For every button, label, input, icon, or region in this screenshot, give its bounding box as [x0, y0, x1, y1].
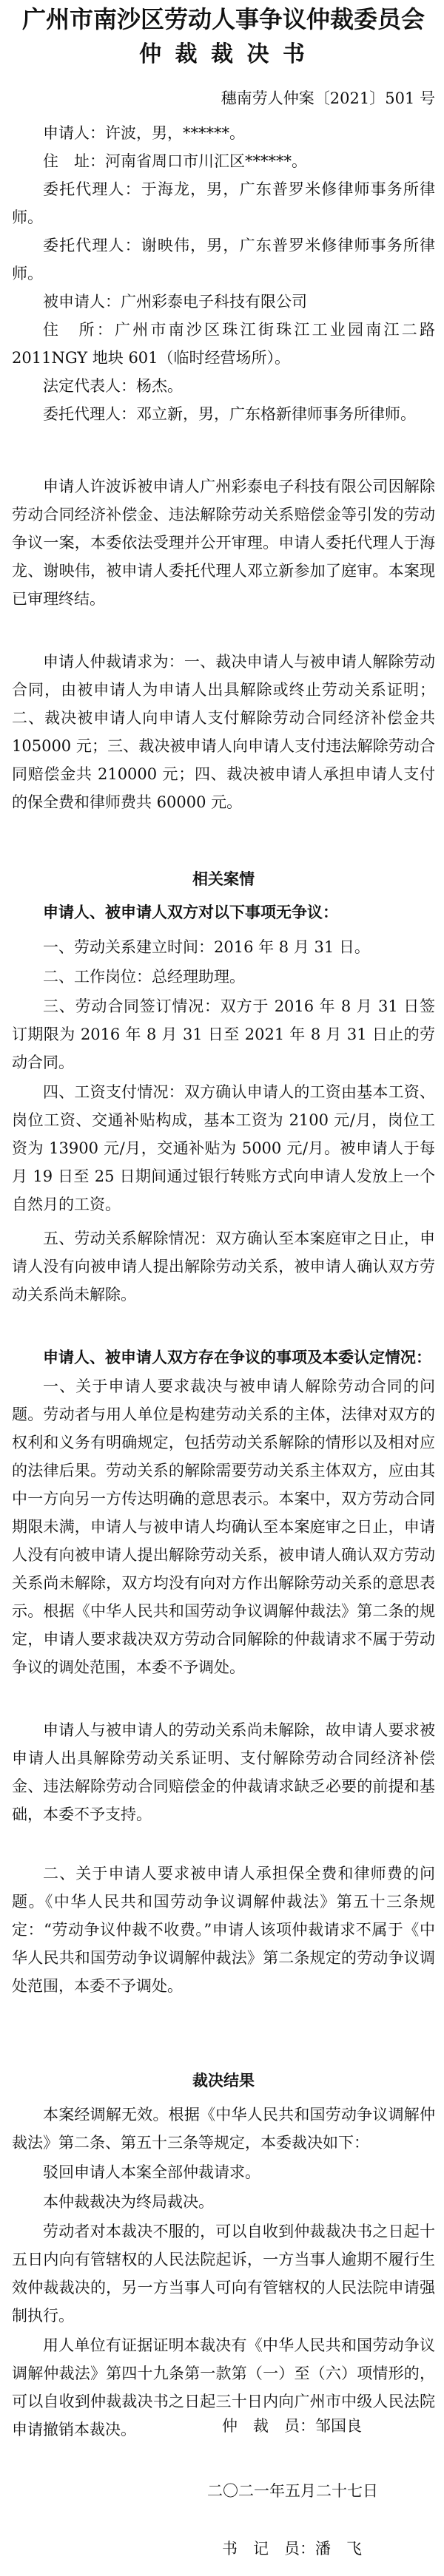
ruling-paragraph: 本仲裁裁决为终局裁决。 [43, 2193, 214, 2211]
disputed-heading: 申请人、被申请人双方存在争议的事项及本委认定情况： [43, 1348, 431, 1366]
disputed-paragraph: 申请人与被申请人的劳动关系尚未解除，故申请人要求被申请人出具解除劳动关系证明、支付解除劳动合同经济补偿金、违法解除劳动合同赔偿金的仲裁请求缺乏必要的前提和基础，本委不予支持。 [12, 1721, 435, 1823]
party-applicant: 申请人：许波，男，******。 [43, 124, 245, 142]
facts-heading: 相关案情 [192, 870, 255, 888]
party-respondent-agent: 委托代理人：邓立新，男，广东格新律师事务所律师。 [43, 405, 416, 423]
document-title: 仲 裁 裁 决 书 [139, 41, 308, 67]
disputed-paragraph: 二、关于申请人要求被申请人承担保全费和律师费的问题。《中华人民共和国劳动争议调解仲裁法》第五十三条规定：“劳动争议仲裁不收费。”申请人该项仲裁请求不属于《中华人民共和国劳动争议调解仲裁法》第二条规定的劳动争议调处范围，本委不予调处。 [12, 1865, 435, 1995]
party-respondent: 被申请人：广州彩泰电子科技有限公司 [43, 293, 307, 311]
party-respondent-address: 住 所：广州市南沙区珠江街珠江工业园南江二路 2011NGY 地块 601（临时经营场所）。 [12, 321, 435, 367]
disputed-paragraph: 一、关于申请人要求裁决与被申请人解除劳动合同的问题。劳动者与用人单位是构建劳动关系的主体，法律对双方的权利和义务有明确规定，包括劳动关系解除的情形以及相对应的法律后果。劳动关系的解除需要劳动关系主体双方，应由其中一方向另一方传达明确的意思表示。本案中，双方劳动合同期限未满，申请人与被申请人均确认至本案庭审之日止，申请人没有向被申请人提出解除劳动关系，被申请人确认双方劳动关系尚未解除，双方均没有向对方作出解除劳动关系的意思表示。根据《中华人民共和国劳动争议调解仲裁法》第二条的规定，申请人要求裁决双方劳动合同解除的仲裁请求不属于劳动争议的调处范围，本委不予调处。 [12, 1377, 435, 1676]
ruling-heading: 裁决结果 [192, 2071, 255, 2089]
undisputed-item: 五、劳动关系解除情况：双方确认至本案庭审之日止，申请人没有向被申请人提出解除劳动关系，被申请人确认双方劳动关系尚未解除。 [12, 1230, 435, 1304]
ruling-paragraph: 劳动者对本裁决不服的，可以自收到仲裁裁决书之日起十五日内向有管辖权的人民法院起诉，一方当事人逾期不履行生效仲裁裁决的，另一方当事人可向有管辖权的人民法院申请强制执行。 [12, 2223, 435, 2325]
party-applicant-agent-2: 委托代理人：谢映伟，男，广东普罗米修律师事务所律师。 [12, 237, 435, 282]
document-body [12, 0, 435, 2444]
clerk-signature: 书 记 员：潘 飞 [222, 2540, 362, 2558]
arbitrator-signature: 仲 裁 员：邹国良 [222, 2417, 362, 2435]
undisputed-item: 一、劳动关系建立时间：2016 年 8 月 31 日。 [43, 938, 370, 956]
party-applicant-address: 住 址：河南省周口市川汇区******。 [43, 152, 307, 170]
award-date: 二〇二一年五月二十七日 [207, 2482, 378, 2500]
undisputed-item: 三、劳动合同签订情况：双方于 2016 年 8 月 31 日签订期限为 2016 年 8 月 31 日至 2021 年 8 月 31 日止的劳动合同。 [12, 997, 435, 1071]
ruling-paragraph: 驳回申请人本案全部仲裁请求。 [43, 2163, 260, 2181]
org-title: 广州市南沙区劳动人事争议仲裁委员会 [21, 5, 425, 33]
party-applicant-agent-1: 委托代理人：于海龙，男，广东普罗米修律师事务所律师。 [12, 180, 435, 226]
party-respondent-legal-rep: 法定代表人：杨杰。 [43, 377, 183, 395]
case-summary-paragraph: 申请人许波诉被申请人广州彩泰电子科技有限公司因解除劳动合同经济补偿金、违法解除劳动关系赔偿金等引发的劳动争议一案，本委依法受理并公开审理。申请人委托代理人于海龙、谢映伟，被申请人委托代理人邓立新参加了庭审。本案现已审理终结。 [12, 478, 435, 608]
ruling-paragraph: 本案经调解无效。根据《中华人民共和国劳动争议调解仲裁法》第二条、第五十三条等规定，本委裁决如下： [12, 2106, 435, 2152]
undisputed-item: 四、工资支付情况：双方确认申请人的工资由基本工资、岗位工资、交通补贴构成，基本工资为 2100 元/月，岗位工资为 13900 元/月，交通补贴为 5000 元/月。被申请人于每月 19 日至 25 日期间通过银行转账方式向申请人发放上一个自然月的工资。 [12, 1083, 435, 1213]
undisputed-heading: 申请人、被申请人双方对以下事项无争议： [43, 903, 338, 921]
undisputed-item: 二、工作岗位：总经理助理。 [43, 968, 245, 986]
ruling-paragraph: 用人单位有证据证明本裁决有《中华人民共和国劳动争议调解仲裁法》第四十九条第一款第（一）至（六）项情形的，可以自收到仲裁裁决书之日起三十日内向广州市中级人民法院申请撤销本裁决。 [12, 2336, 435, 2438]
claims-paragraph: 申请人仲裁请求为：一、裁决申请人与被申请人解除劳动合同，由被申请人为申请人出具解除或终止劳动关系证明；二、裁决被申请人向申请人支付解除劳动合同经济补偿金共 105000 元；三、裁决被申请人向申请人支付违法解除劳动合同赔偿金共 210000 元；四、裁决被申请人承担申请人支付的保全费和律师费共 60000 元。 [12, 653, 435, 811]
case-number: 穗南劳人仲案〔2021〕501 号 [221, 89, 435, 107]
